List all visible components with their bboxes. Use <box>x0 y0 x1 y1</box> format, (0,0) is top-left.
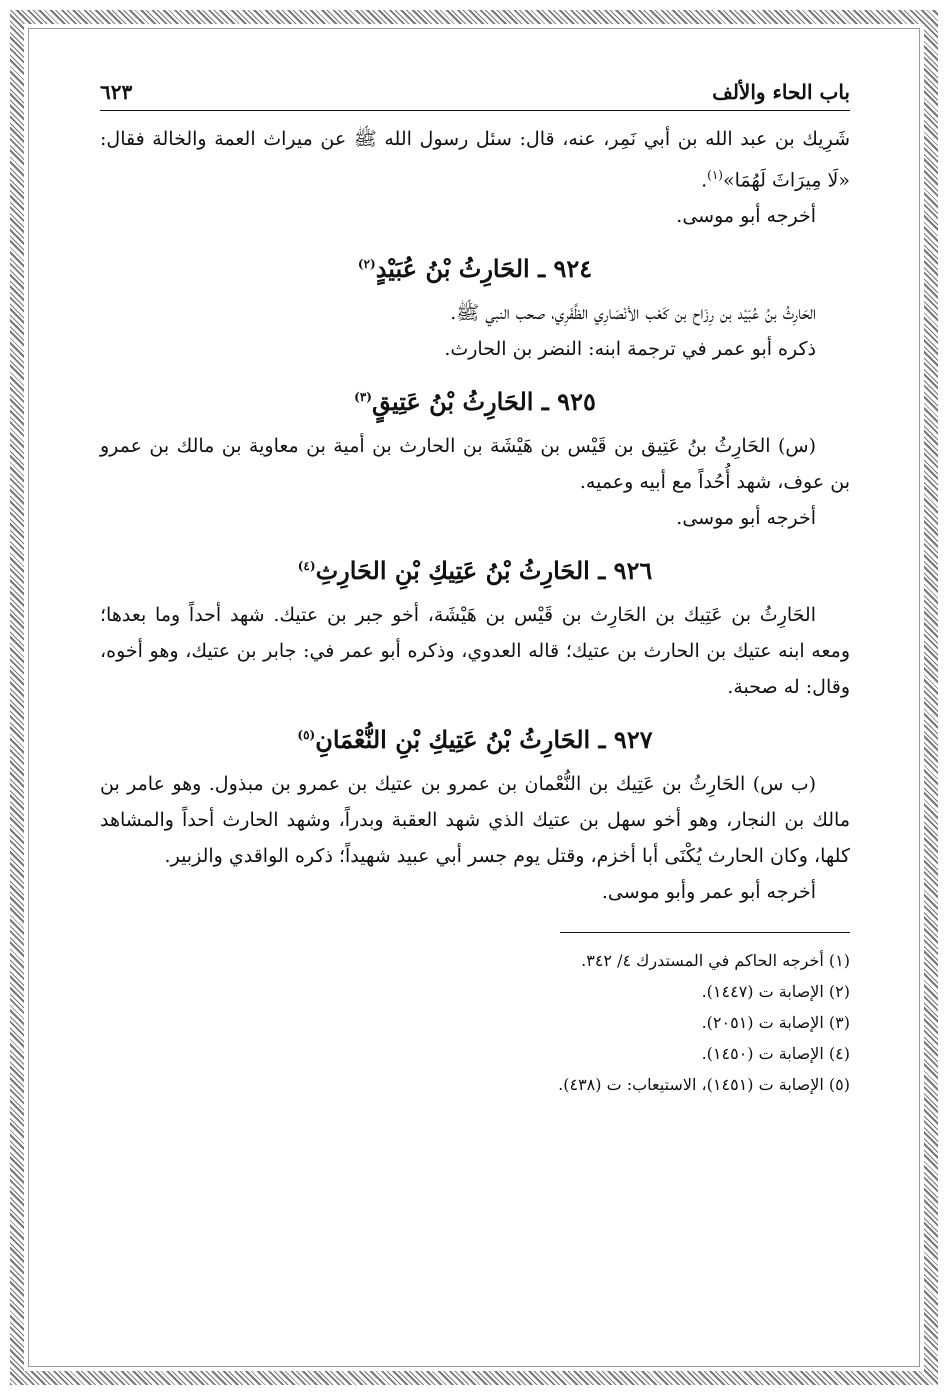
footnote-ref: (٥) <box>297 728 316 743</box>
footnote-1: (١) أخرجه الحاكم في المستدرك ٤/ ٣٤٢. <box>581 951 850 971</box>
page-number: ٦٢٣ <box>100 80 133 104</box>
takhrij-line: أخرجه أبو موسى. <box>676 205 816 228</box>
footnote-ref: (١) <box>707 168 723 182</box>
book-page <box>100 80 850 1310</box>
entry-paragraph: الحَارِثُ بنُ عُبَيْد بن رِزَاح بن كَعْب الأنْصَارِي الظَّفَرِي، صحب النبي ﷺ. <box>450 302 816 325</box>
running-header <box>100 80 850 111</box>
entry-title-924: ٩٢٤ ـ الحَارِثُ بْنُ عُبَيْدٍ$^{(٢)}$ <box>357 254 593 284</box>
footnote-2: (٢) الإصابة ت (١٤٤٧). <box>701 982 850 1002</box>
entry-title-927: ٩٢٧ ـ الحَارِثُ بْنُ عَتِيكِ بْنِ النُّعْمَانِ$^{(٥)}$ <box>297 725 653 755</box>
entry-paragraph: الحَارِثُ بن عَتِيك بن الحَارِث بن قَيْس بن هَيْشَة، أخو جبر بن عتيك. شهد أحداً وما بعدها؛ ومعه ابنه عتيك بن الحارث بن عتيك؛ قاله العدوي، وذكره أبو عمر في: جابر بن عتيك، وهو أخوه، وقال: له صحبة. <box>100 604 850 699</box>
entry-title-926: ٩٢٦ ـ الحَارِثُ بْنُ عَتِيكِ بْنِ الحَارِثِ$^{(٤)}$ <box>297 556 653 586</box>
footnote-4: (٤) الإصابة ت (١٤٥٠). <box>701 1044 850 1064</box>
footnote-separator <box>560 932 850 933</box>
footnote-3: (٣) الإصابة ت (٢٠٥١). <box>701 1013 850 1033</box>
intro-paragraph: شَرِيك بن عبد الله بن أبي نَمِر، عنه، قال: سئل رسول الله ﷺ عن ميراث العمة والخالة فقال: «لَا مِيرَاثَ لَهُمَا»$^{(١)}$. <box>100 128 850 192</box>
footnotes <box>100 945 850 1100</box>
entry-paragraph: أخرجه أبو عمر وأبو موسى. <box>601 881 816 904</box>
entry-paragraph: (ب س) الحَارِثُ بن عَتِيك بن النُّعْمان بن عمرو بن عتيك بن عمرو بن مبذول. وهو عامر بن مالك بن النجار، وهو أخو سهل بن عتيك الذي شهد العقبة وبدراً، وشهد الحارث أحداً والمشاهد كلها، وكان الحارث يُكْنَى أبا أخزم، وقتل يوم جسر أبي عبيد شهيداً؛ ذكره الواقدي والزبير. <box>100 773 850 868</box>
entry-paragraph: أخرجه أبو موسى. <box>676 507 816 530</box>
footnote-5: (٥) الإصابة ت (١٤٥١)، الاستيعاب: ت (٤٣٨). <box>558 1075 850 1095</box>
footnote-ref: (٢) <box>357 257 376 272</box>
footnote-ref: (٣) <box>354 390 372 405</box>
entry-title-925: ٩٢٥ ـ الحَارِثُ بْنُ عَتِيقٍ$^{(٣)}$ <box>354 387 596 417</box>
chapter-title: باب الحاء والألف <box>712 80 850 104</box>
entry-paragraph: ذكره أبو عمر في ترجمة ابنه: النضر بن الحارث. <box>444 338 816 361</box>
footnote-ref: (٤) <box>297 559 316 574</box>
entry-paragraph: (س) الحَارِثُ بنُ عَتِيق بن قَيْس بن هَيْشَة بن الحارث بن أمية بن معاوية بن مالك بن عمرو بن عوف، شهد أُحُداً مع أبيه وعميه. <box>100 435 850 494</box>
